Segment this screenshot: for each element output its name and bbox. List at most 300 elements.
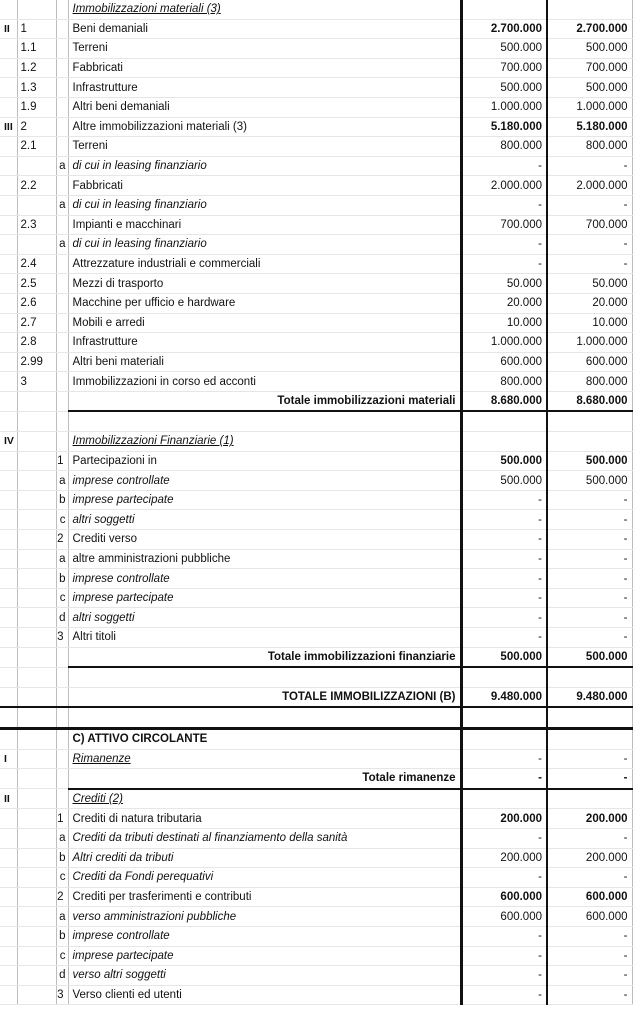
cell-c3: d <box>56 966 68 986</box>
cell-c3 <box>56 117 68 137</box>
cell-c1 <box>0 176 17 196</box>
cell-c3 <box>56 0 68 19</box>
cell-v1: 1.000.000 <box>461 97 547 117</box>
table-row <box>0 58 632 78</box>
cell-c1 <box>0 549 17 569</box>
cell-c3: b <box>56 490 68 510</box>
cell-c3 <box>56 728 68 749</box>
cell-v2: - <box>547 946 632 966</box>
cell-label: Infrastrutture <box>68 333 461 353</box>
cell-v2: 2.000.000 <box>547 176 632 196</box>
cell-v2: - <box>547 628 632 648</box>
cell-v2: - <box>547 549 632 569</box>
cell-label: imprese controllate <box>68 471 461 491</box>
cell-c1 <box>0 966 17 986</box>
cell-c3 <box>56 333 68 353</box>
cell-c3 <box>56 372 68 392</box>
cell-c2 <box>17 907 56 927</box>
cell-label: Rimanenze <box>68 749 461 769</box>
cell-c2: 1.3 <box>17 78 56 98</box>
cell-v2: 200.000 <box>547 848 632 868</box>
cell-v2: 500.000 <box>547 78 632 98</box>
table-row <box>0 156 632 176</box>
cell-c2 <box>17 728 56 749</box>
cell-v2: - <box>547 569 632 589</box>
cell-c2 <box>17 411 56 431</box>
cell-label: altri soggetti <box>68 510 461 530</box>
cell-v1: 500.000 <box>461 647 547 667</box>
cell-label: Crediti da Fondi perequativi <box>68 868 461 888</box>
table-row <box>0 628 632 648</box>
cell-c3: a <box>56 828 68 848</box>
cell-c3 <box>56 19 68 39</box>
cell-c1 <box>0 274 17 294</box>
cell-label <box>68 411 461 431</box>
table-row <box>0 411 632 431</box>
cell-c3 <box>56 176 68 196</box>
cell-c1 <box>0 333 17 353</box>
cell-v2 <box>547 667 632 687</box>
cell-c1 <box>0 769 17 789</box>
cell-c3 <box>56 137 68 157</box>
cell-c2: 2.5 <box>17 274 56 294</box>
cell-label: imprese partecipate <box>68 588 461 608</box>
cell-v1 <box>461 707 547 728</box>
table-row <box>0 728 632 749</box>
cell-c2 <box>17 391 56 411</box>
cell-c2 <box>17 926 56 946</box>
cell-c2 <box>17 432 56 452</box>
table-row <box>0 451 632 471</box>
cell-c2: 2.6 <box>17 293 56 313</box>
cell-c3: c <box>56 946 68 966</box>
cell-c2 <box>17 749 56 769</box>
cell-c3 <box>56 313 68 333</box>
cell-c2 <box>17 707 56 728</box>
cell-c2 <box>17 569 56 589</box>
table-row <box>0 848 632 868</box>
cell-c3: 3 <box>56 985 68 1005</box>
cell-c3 <box>56 78 68 98</box>
cell-c1 <box>0 848 17 868</box>
cell-v1 <box>461 432 547 452</box>
cell-c2: 1 <box>17 19 56 39</box>
cell-c1 <box>0 411 17 431</box>
table-row <box>0 510 632 530</box>
cell-v2: - <box>547 868 632 888</box>
cell-c2: 2.1 <box>17 137 56 157</box>
cell-v1: 2.700.000 <box>461 19 547 39</box>
cell-v2: 500.000 <box>547 39 632 59</box>
cell-c3: d <box>56 608 68 628</box>
cell-label: altri soggetti <box>68 608 461 628</box>
table-row <box>0 215 632 235</box>
cell-v1: 800.000 <box>461 137 547 157</box>
cell-v2: - <box>547 926 632 946</box>
cell-c2 <box>17 647 56 667</box>
cell-v2: 500.000 <box>547 647 632 667</box>
cell-c2 <box>17 628 56 648</box>
cell-label: Fabbricati <box>68 176 461 196</box>
cell-label: Beni demaniali <box>68 19 461 39</box>
cell-c3: a <box>56 195 68 215</box>
cell-v1: 2.000.000 <box>461 176 547 196</box>
table-row <box>0 137 632 157</box>
cell-c1 <box>0 451 17 471</box>
cell-label: Totale rimanenze <box>68 769 461 789</box>
cell-c1 <box>0 156 17 176</box>
cell-c3 <box>56 97 68 117</box>
cell-v1: 500.000 <box>461 39 547 59</box>
cell-c2 <box>17 235 56 255</box>
table-row <box>0 293 632 313</box>
cell-c1 <box>0 687 17 707</box>
cell-v1: - <box>461 235 547 255</box>
cell-c1 <box>0 352 17 372</box>
cell-label: Attrezzature industriali e commerciali <box>68 254 461 274</box>
cell-c2 <box>17 789 56 809</box>
cell-c1: I <box>0 749 17 769</box>
table-row <box>0 97 632 117</box>
cell-v1: 600.000 <box>461 907 547 927</box>
cell-v1: - <box>461 926 547 946</box>
cell-label: Verso clienti ed utenti <box>68 985 461 1005</box>
cell-c3 <box>56 352 68 372</box>
cell-v1: - <box>461 946 547 966</box>
cell-v1: 50.000 <box>461 274 547 294</box>
table-row <box>0 333 632 353</box>
cell-v2: 500.000 <box>547 451 632 471</box>
cell-c2: 2.2 <box>17 176 56 196</box>
cell-c3: 2 <box>56 887 68 907</box>
cell-v1: - <box>461 608 547 628</box>
cell-v1: 10.000 <box>461 313 547 333</box>
cell-c2 <box>17 809 56 829</box>
cell-c2 <box>17 530 56 550</box>
cell-v2: 20.000 <box>547 293 632 313</box>
cell-c1 <box>0 235 17 255</box>
cell-c1: II <box>0 789 17 809</box>
cell-c3 <box>56 667 68 687</box>
cell-c2 <box>17 451 56 471</box>
cell-v2: - <box>547 195 632 215</box>
cell-v2: - <box>547 828 632 848</box>
cell-v2: 10.000 <box>547 313 632 333</box>
cell-v1: 20.000 <box>461 293 547 313</box>
cell-c2 <box>17 490 56 510</box>
cell-v2: - <box>547 769 632 789</box>
cell-c3 <box>56 391 68 411</box>
cell-v2: - <box>547 510 632 530</box>
cell-c3 <box>56 687 68 707</box>
cell-v2: 800.000 <box>547 372 632 392</box>
cell-c1 <box>0 97 17 117</box>
cell-label: imprese partecipate <box>68 490 461 510</box>
cell-c1 <box>0 78 17 98</box>
table-row <box>0 391 632 411</box>
cell-label: Totale immobilizzazioni finanziarie <box>68 647 461 667</box>
cell-v1: - <box>461 195 547 215</box>
cell-c1 <box>0 471 17 491</box>
table-row <box>0 432 632 452</box>
cell-v2: 1.000.000 <box>547 333 632 353</box>
cell-c1 <box>0 907 17 927</box>
cell-c1 <box>0 985 17 1005</box>
cell-label: di cui in leasing finanziario <box>68 156 461 176</box>
cell-c2 <box>17 510 56 530</box>
cell-c1 <box>0 313 17 333</box>
table-row <box>0 372 632 392</box>
cell-v2: - <box>547 985 632 1005</box>
cell-label: Crediti (2) <box>68 789 461 809</box>
cell-v2 <box>547 411 632 431</box>
cell-c1 <box>0 39 17 59</box>
table-row <box>0 749 632 769</box>
table-row <box>0 530 632 550</box>
cell-c1 <box>0 391 17 411</box>
table-row <box>0 966 632 986</box>
cell-c3: c <box>56 868 68 888</box>
cell-label: Crediti di natura tributaria <box>68 809 461 829</box>
cell-v2: - <box>547 530 632 550</box>
cell-c2 <box>17 588 56 608</box>
cell-v1: - <box>461 985 547 1005</box>
cell-c1 <box>0 137 17 157</box>
cell-c1 <box>0 628 17 648</box>
cell-c2: 3 <box>17 372 56 392</box>
cell-c1 <box>0 828 17 848</box>
cell-v1: 500.000 <box>461 451 547 471</box>
cell-v1 <box>461 728 547 749</box>
cell-label: TOTALE IMMOBILIZZAZIONI (B) <box>68 687 461 707</box>
cell-label: altre amministrazioni pubbliche <box>68 549 461 569</box>
cell-v1: - <box>461 828 547 848</box>
cell-v1: 600.000 <box>461 887 547 907</box>
cell-label: Impianti e macchinari <box>68 215 461 235</box>
cell-v2: - <box>547 588 632 608</box>
cell-v1 <box>461 667 547 687</box>
cell-c2: 2.8 <box>17 333 56 353</box>
cell-c2 <box>17 687 56 707</box>
cell-c3: b <box>56 569 68 589</box>
table-row <box>0 769 632 789</box>
cell-v2 <box>547 789 632 809</box>
table-row <box>0 789 632 809</box>
cell-v2: 700.000 <box>547 215 632 235</box>
cell-v2: 200.000 <box>547 809 632 829</box>
cell-c1 <box>0 707 17 728</box>
cell-c3: 3 <box>56 628 68 648</box>
cell-v1: 9.480.000 <box>461 687 547 707</box>
cell-c3 <box>56 254 68 274</box>
table-row <box>0 907 632 927</box>
cell-v2: 700.000 <box>547 58 632 78</box>
cell-c3 <box>56 647 68 667</box>
cell-v1: 200.000 <box>461 848 547 868</box>
table-row <box>0 667 632 687</box>
cell-c1 <box>0 868 17 888</box>
cell-c2: 2.99 <box>17 352 56 372</box>
cell-c3 <box>56 58 68 78</box>
cell-label: Immobilizzazioni in corso ed acconti <box>68 372 461 392</box>
cell-c1 <box>0 608 17 628</box>
cell-c2 <box>17 828 56 848</box>
cell-label <box>68 667 461 687</box>
cell-label: Partecipazioni in <box>68 451 461 471</box>
cell-label: Altri titoli <box>68 628 461 648</box>
cell-c3: a <box>56 549 68 569</box>
cell-v2: - <box>547 490 632 510</box>
cell-c3 <box>56 769 68 789</box>
cell-v1: 8.680.000 <box>461 391 547 411</box>
cell-c1 <box>0 510 17 530</box>
table-row <box>0 707 632 728</box>
cell-c1 <box>0 667 17 687</box>
cell-c3: a <box>56 907 68 927</box>
cell-c3: 1 <box>56 451 68 471</box>
cell-c1 <box>0 647 17 667</box>
cell-c2 <box>17 549 56 569</box>
table-row <box>0 352 632 372</box>
cell-c2 <box>17 608 56 628</box>
cell-label: Immobilizzazioni Finanziarie (1) <box>68 432 461 452</box>
cell-label: Altri crediti da tributi <box>68 848 461 868</box>
cell-c2 <box>17 667 56 687</box>
cell-c1 <box>0 530 17 550</box>
cell-c1 <box>0 372 17 392</box>
cell-c1: III <box>0 117 17 137</box>
cell-c3 <box>56 39 68 59</box>
table-row <box>0 0 632 19</box>
cell-c1 <box>0 569 17 589</box>
cell-c1 <box>0 293 17 313</box>
table-row <box>0 569 632 589</box>
cell-label: Altri beni materiali <box>68 352 461 372</box>
cell-v1: - <box>461 530 547 550</box>
cell-c2: 1.1 <box>17 39 56 59</box>
cell-v2: 8.680.000 <box>547 391 632 411</box>
table-row <box>0 887 632 907</box>
cell-label: imprese controllate <box>68 926 461 946</box>
cell-v1: 200.000 <box>461 809 547 829</box>
cell-v2: - <box>547 966 632 986</box>
cell-v1 <box>461 789 547 809</box>
table-row <box>0 490 632 510</box>
cell-c1 <box>0 0 17 19</box>
cell-c3 <box>56 707 68 728</box>
cell-v1: 1.000.000 <box>461 333 547 353</box>
cell-v2: - <box>547 749 632 769</box>
cell-label: Crediti verso <box>68 530 461 550</box>
table-row <box>0 274 632 294</box>
cell-v1: - <box>461 569 547 589</box>
cell-v2: 9.480.000 <box>547 687 632 707</box>
cell-v1: 500.000 <box>461 471 547 491</box>
cell-v2: 500.000 <box>547 471 632 491</box>
cell-v1: - <box>461 868 547 888</box>
cell-c2 <box>17 195 56 215</box>
cell-c2: 2.3 <box>17 215 56 235</box>
cell-v1: 700.000 <box>461 215 547 235</box>
cell-v1: - <box>461 769 547 789</box>
table-row <box>0 176 632 196</box>
cell-v2: 1.000.000 <box>547 97 632 117</box>
cell-v1: 700.000 <box>461 58 547 78</box>
cell-v1: - <box>461 549 547 569</box>
cell-label: imprese controllate <box>68 569 461 589</box>
table-row <box>0 809 632 829</box>
cell-v2: 5.180.000 <box>547 117 632 137</box>
cell-v2: - <box>547 254 632 274</box>
table-row <box>0 588 632 608</box>
cell-v2 <box>547 707 632 728</box>
table-row <box>0 471 632 491</box>
cell-label: Crediti per trasferimenti e contributi <box>68 887 461 907</box>
table-row <box>0 608 632 628</box>
cell-v2: 50.000 <box>547 274 632 294</box>
cell-label: Totale immobilizzazioni materiali <box>68 391 461 411</box>
cell-label: verso altri soggetti <box>68 966 461 986</box>
cell-c2 <box>17 946 56 966</box>
cell-v1: - <box>461 588 547 608</box>
table-row <box>0 647 632 667</box>
cell-c1 <box>0 195 17 215</box>
table-row <box>0 39 632 59</box>
cell-label: Altre immobilizzazioni materiali (3) <box>68 117 461 137</box>
cell-c3 <box>56 411 68 431</box>
table-row <box>0 926 632 946</box>
table-row <box>0 235 632 255</box>
cell-c1: II <box>0 19 17 39</box>
cell-v1: - <box>461 966 547 986</box>
table-row <box>0 985 632 1005</box>
cell-v1: - <box>461 749 547 769</box>
cell-c2: 2 <box>17 117 56 137</box>
cell-c2 <box>17 0 56 19</box>
cell-c2 <box>17 966 56 986</box>
cell-label: Infrastrutture <box>68 78 461 98</box>
cell-c3: c <box>56 510 68 530</box>
cell-c3 <box>56 215 68 235</box>
cell-c1 <box>0 946 17 966</box>
table-row <box>0 828 632 848</box>
cell-label: C) ATTIVO CIRCOLANTE <box>68 728 461 749</box>
cell-c1 <box>0 215 17 235</box>
cell-v1: 500.000 <box>461 78 547 98</box>
cell-c2 <box>17 156 56 176</box>
cell-c3 <box>56 432 68 452</box>
cell-c1 <box>0 254 17 274</box>
cell-v2: 2.700.000 <box>547 19 632 39</box>
cell-c2 <box>17 985 56 1005</box>
cell-c2 <box>17 887 56 907</box>
cell-v1: - <box>461 628 547 648</box>
cell-v2: 600.000 <box>547 887 632 907</box>
cell-c1 <box>0 58 17 78</box>
cell-c3 <box>56 789 68 809</box>
table-row <box>0 549 632 569</box>
cell-c3: a <box>56 156 68 176</box>
table-row <box>0 78 632 98</box>
cell-c3 <box>56 293 68 313</box>
cell-c3: b <box>56 926 68 946</box>
table-row <box>0 19 632 39</box>
cell-c2 <box>17 769 56 789</box>
cell-c3: a <box>56 471 68 491</box>
cell-v1: - <box>461 156 547 176</box>
cell-v1: - <box>461 254 547 274</box>
cell-v2: - <box>547 156 632 176</box>
